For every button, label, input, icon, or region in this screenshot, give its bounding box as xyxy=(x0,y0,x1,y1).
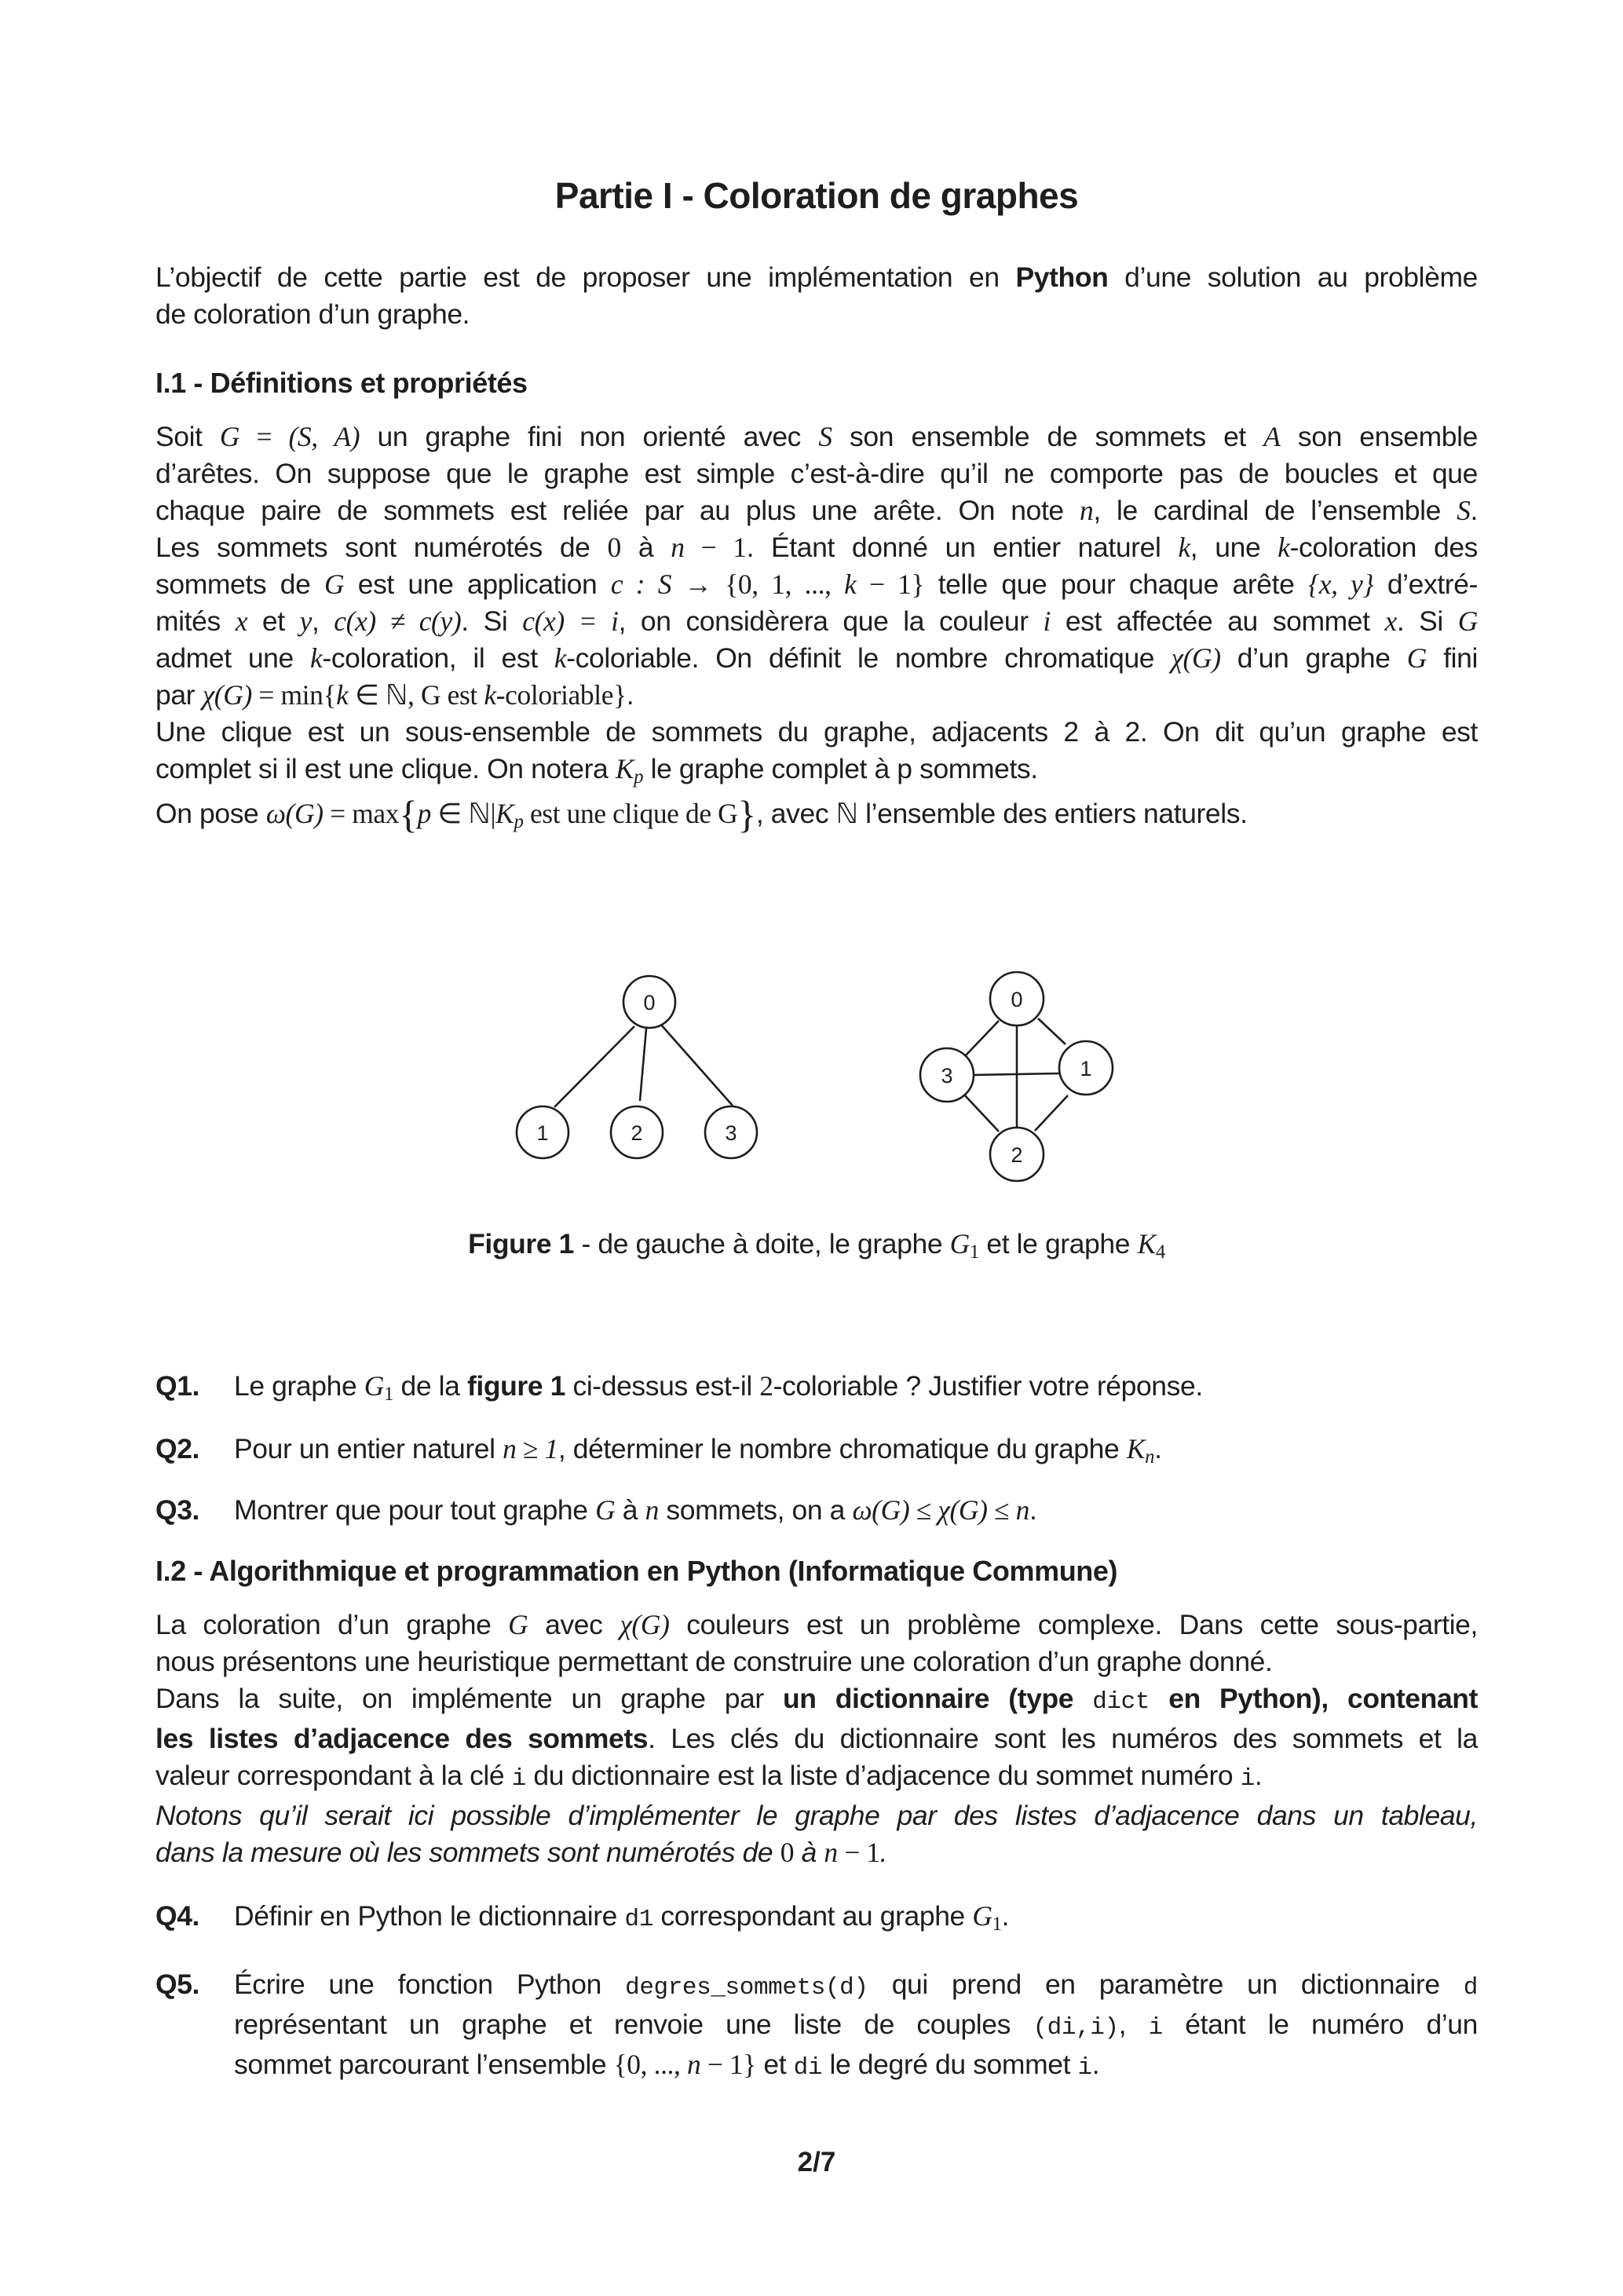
def-line-3: chaque paire de sommets est reliée par au plus une arête. On note n, le cardinal de l’ensemble S. xyxy=(155,495,1478,526)
def-line-1: Soit G = (S, A) un graphe fini non orienté avec S son ensemble de sommets et A son ensemble xyxy=(155,421,1478,452)
def-line-2: d’arêtes. On suppose que le graphe est simple c’est-à-dire qu’il ne comporte pas de boucles et que xyxy=(155,458,1478,489)
intro-line-2: de coloration d’un graphe. xyxy=(155,298,470,330)
g1-node-0: 0 xyxy=(643,991,656,1015)
impl-line-2: nous présentons une heuristique permettant de construire une coloration d’un graphe donné. xyxy=(155,1646,1273,1677)
k4-node-1: 1 xyxy=(1080,1057,1092,1080)
page-number: 2/7 xyxy=(797,2147,836,2177)
k4-node-3: 3 xyxy=(941,1064,953,1088)
def-line-8: par χ(G) = min{k ∈ ℕ, G est k-coloriable}. xyxy=(155,679,634,711)
impl-line-4: les listes d’adjacence des sommets. Les clés du dictionnaire sont les numéros des sommets et la xyxy=(155,1723,1478,1754)
def-line-4: Les sommets sont numérotés de 0 à n − 1. Étant donné un entier naturel k, une k-coloration des xyxy=(155,532,1479,563)
g1-node-3: 3 xyxy=(725,1121,737,1145)
impl-line-3: Dans la suite, on implémente un graphe par un dictionnaire (type dict en Python), contenant xyxy=(155,1683,1478,1716)
def-line-11: On pose ω(G) = max{p ∈ $ℕ|K_p$ est une clique de G}, avec ℕ l’ensemble des entiers naturels. xyxy=(155,793,1248,837)
figure-1-graphs xyxy=(155,0,1478,1194)
def-line-10: complet si il est une clique. On notera $K_p$ le graphe complet à p sommets. xyxy=(155,753,1038,788)
section-heading-2: I.2 - Algorithmique et programmation en Python (Informatique Commune) xyxy=(155,1555,1118,1587)
def-line-5: sommets de G est une application c : S → {0, 1, ..., k − 1} telle que pour chaque arête {x, y} d’extré- xyxy=(155,569,1478,600)
figure-caption: Figure 1 - de gauche à doite, le graphe $G_1$ et le graphe $K_4$ xyxy=(468,1228,1165,1263)
k4-node-2: 2 xyxy=(1011,1143,1023,1167)
def-line-7: admet une k-coloration, il est k-coloriable. On définit le nombre chromatique χ(G) d’un graphe G fini xyxy=(155,642,1478,674)
g1-node-2: 2 xyxy=(631,1121,643,1145)
impl-line-5: valeur correspondant à la clé i du dictionnaire est la liste d’adjacence du sommet numéro i. xyxy=(155,1760,1263,1793)
def-line-6: mités x et y, c(x) ≠ c(y). Si c(x) = i, on considèrera que la couleur i est affectée au sommet x. Si G xyxy=(155,605,1479,637)
page-title: Partie I - Coloration de graphes xyxy=(554,175,1079,216)
implementation-paragraph xyxy=(155,1607,1478,1871)
intro-line-1: L’objectif de cette partie est de proposer une implémentation en Python d’une solution au problème xyxy=(155,261,1478,293)
python-bold: Python xyxy=(1015,261,1109,293)
g1-node-1: 1 xyxy=(536,1121,549,1145)
section-heading-1: I.1 - Définitions et propriétés xyxy=(155,367,528,399)
impl-line-6: Notons qu’il serait ici possible d’implémenter le graphe par des listes d’adjacence dans un tableau, xyxy=(155,1800,1478,1831)
impl-line-7: dans la mesure où les sommets sont numérotés de 0 à n − 1. xyxy=(155,1837,888,1868)
impl-line-1: La coloration d’un graphe G avec χ(G) couleurs est un problème complexe. Dans cette sous-partie, xyxy=(155,1609,1478,1640)
k4-node-0: 0 xyxy=(1011,988,1023,1011)
def-line-9: Une clique est un sous-ensemble de sommets du graphe, adjacents 2 à 2. On dit qu’un graphe est xyxy=(155,716,1478,748)
